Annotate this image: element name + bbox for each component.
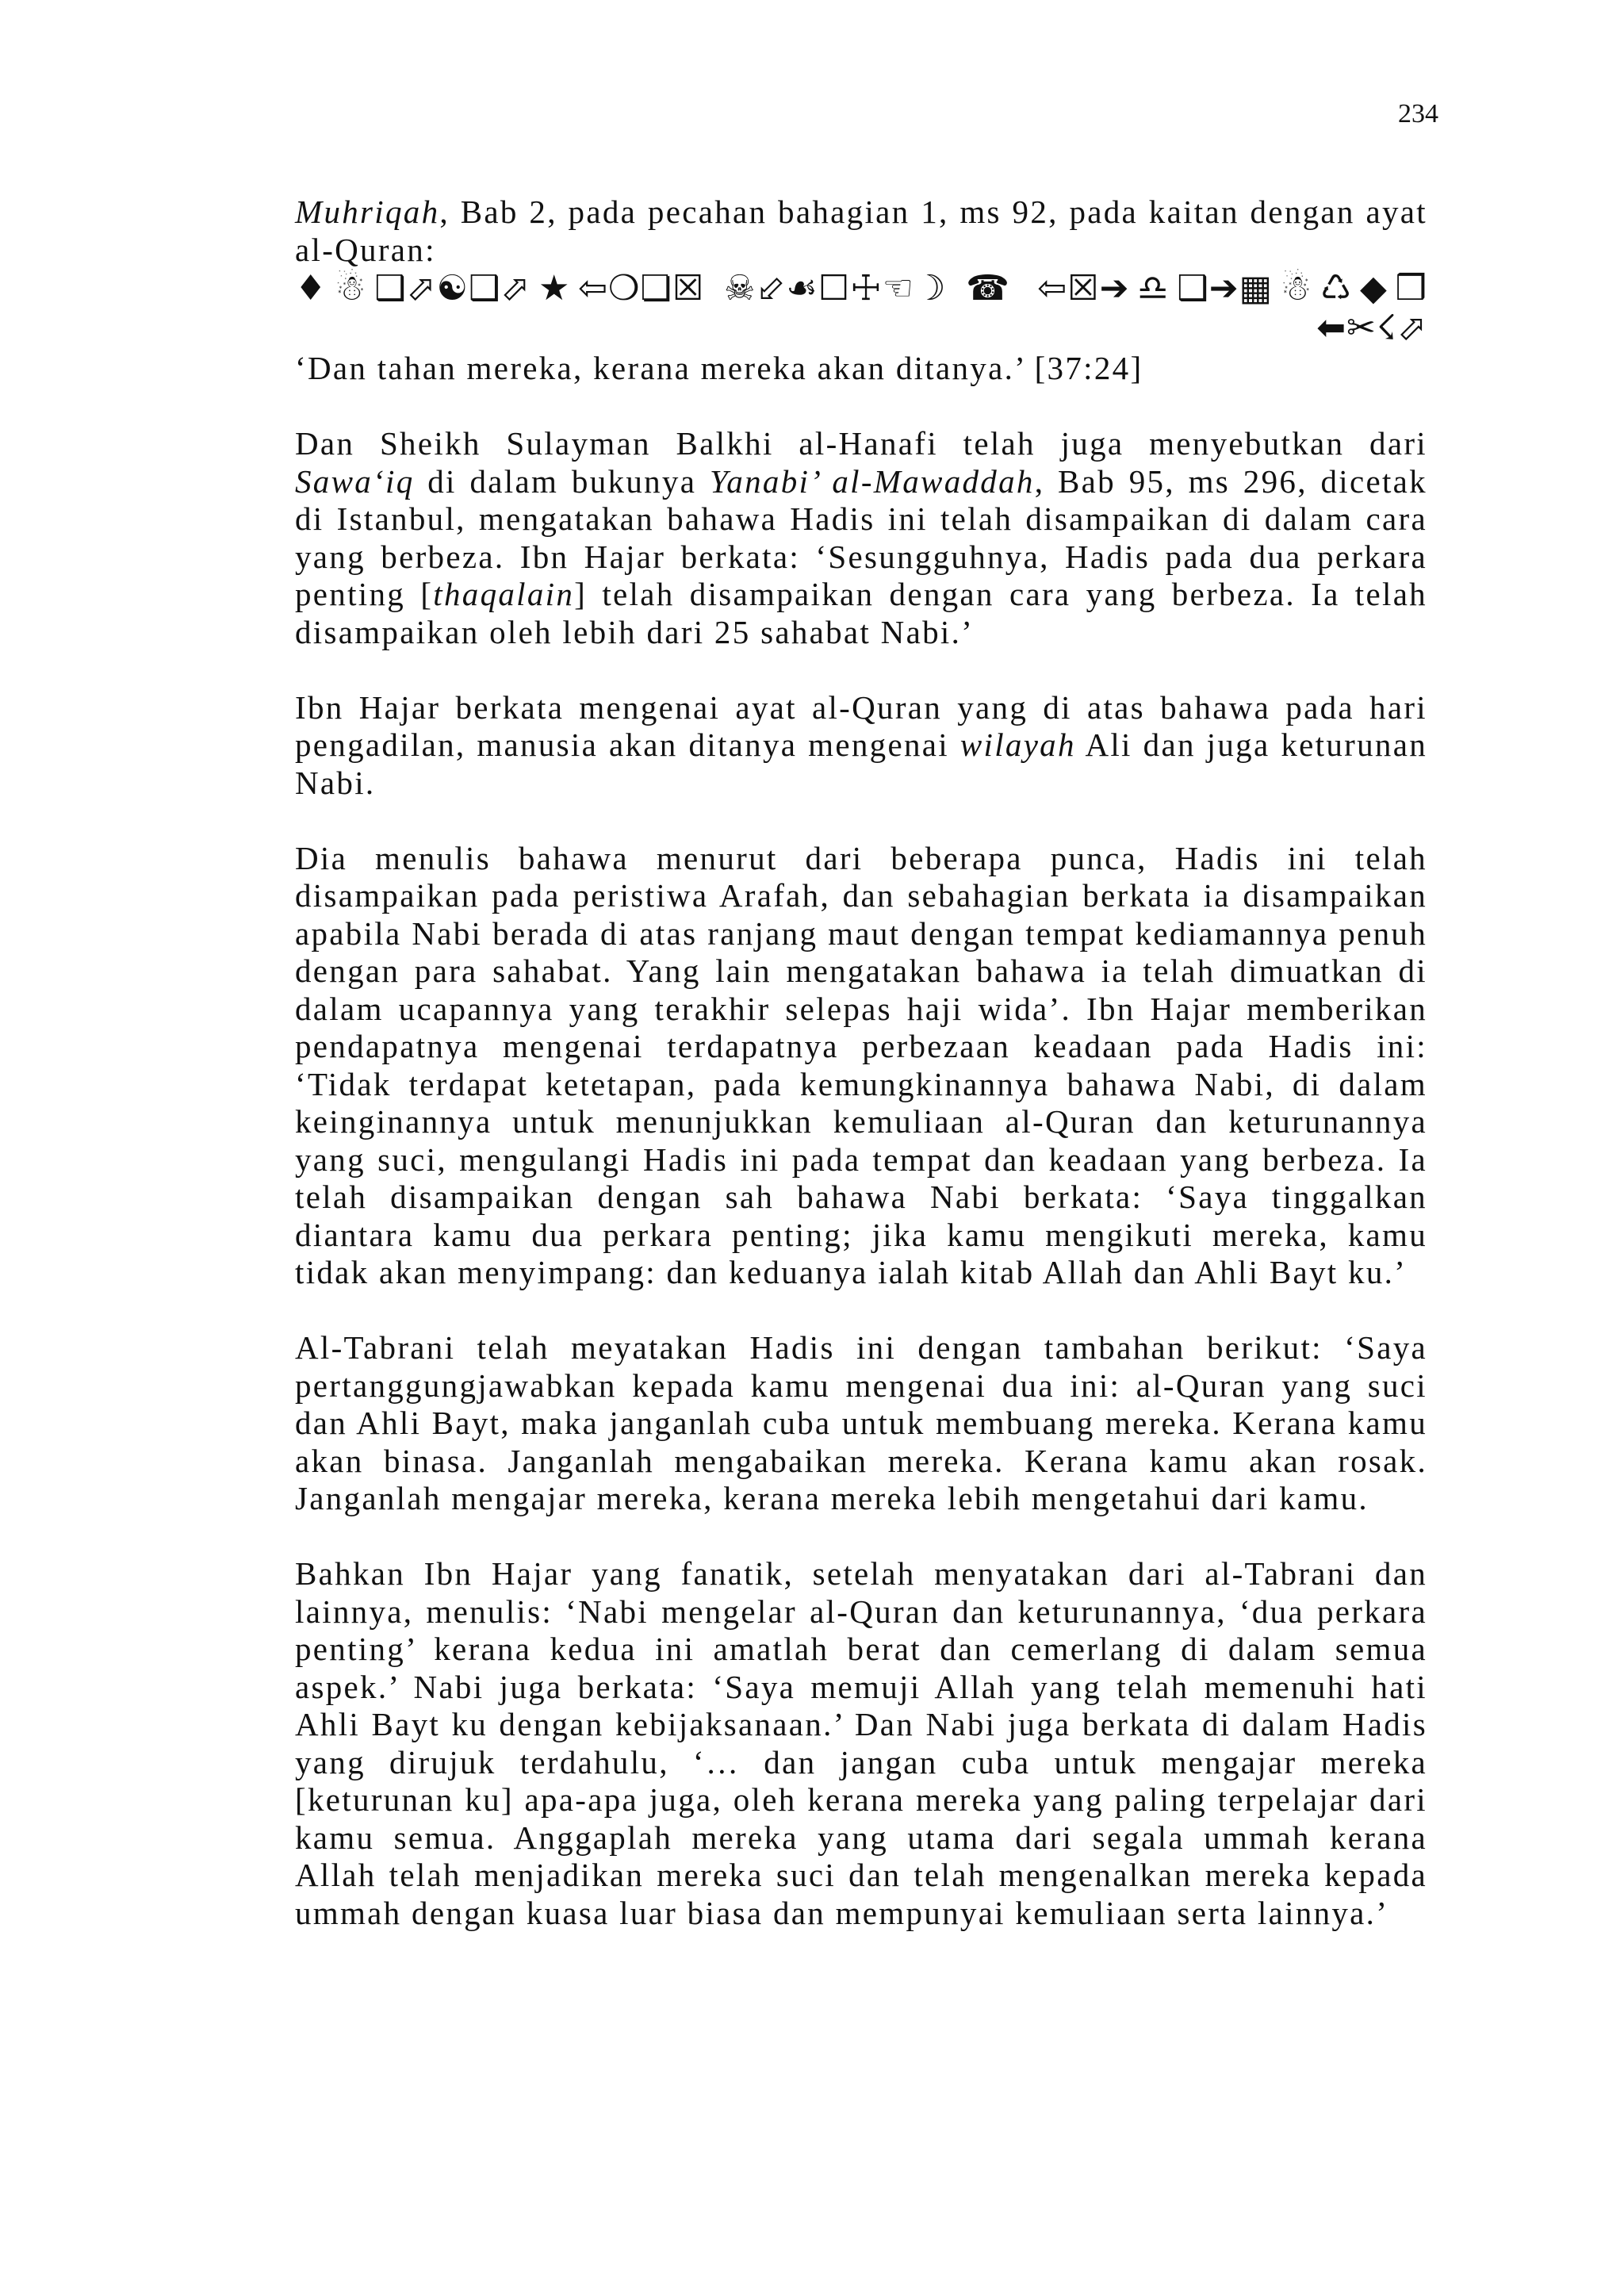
paragraph-text: Ali dan juga keturunan Nabi. <box>295 726 1427 801</box>
paragraph-sulayman-balkhi <box>295 425 1427 651</box>
paragraph-text: , Bab 2, pada pecahan bahagian 1, ms 92, pada kaitan dengan ayat al-Quran: <box>295 194 1427 268</box>
paragraph-al-tabrani: Al-Tabrani telah meyatakan Hadis ini dengan tambahan berikut: ‘Saya pertanggungjawabkan kepada kamu mengenai dua ini: al-Quran yang suci dan Ahli Bayt, maka janganlah cuba untuk membuang mereka. Kerana kamu akan binasa. Janganlah mengabaikan mereka. Kerana kamu akan rosak. Janganlah mengajar mereka, kerana mereka lebih mengetahui dari kamu. <box>295 1329 1427 1516</box>
verse-translation: ‘Dan tahan mereka, kerana mereka akan ditanya.’ [37:24] <box>295 350 1143 386</box>
quran-verse-symbols-line-2: ⬅✂☇⬀ <box>1316 309 1427 348</box>
paragraph-text: , Bab 95, ms 296, dicetak di Istanbul, mengatakan bahawa Hadis ini telah disampaikan di dalam cara yang berbeza. Ibn Hajar berkata: ‘Sesungguhnya, Hadis pada dua perkara penting [ <box>295 462 1427 612</box>
source-title-italic: Muhriqah <box>295 194 440 230</box>
book-title-italic: Sawa‘iq <box>295 462 415 500</box>
paragraph-arafah: Dia menulis bahawa menurut dari beberapa punca, Hadis ini telah disampaikan pada peristiwa Arafah, dan sebahagian berkata ia disampaikan apabila Nabi berada di atas ranjang maut dengan tempat kediamannya penuh dengan para sahabat. Yang lain mengatakan bahawa ia telah dimuatkan di dalam ucapannya yang terakhir selepas haji wida’. Ibn Hajar memberikan pendapatnya mengenai terdapatnya perbezaan keadaan pada Hadis ini: ‘Tidak terdapat ketetapan, pada kemungkinannya bahawa Nabi, di dalam keinginannya untuk menunjukkan kemuliaan al-Quran dan keturunannya yang suci, mengulangi Hadis ini pada tempat dan keadaan yang berbeza. Ia telah disampaikan dengan sah bahawa Nabi berkata: ‘Saya tinggalkan diantara kamu dua perkara penting; jika kamu mengikuti mereka, kamu tidak akan menyimpang: dan keduanya ialah kitab Allah dan Ahli Bayt ku.’ <box>295 839 1427 1290</box>
page-number: 234 <box>1398 99 1438 128</box>
paragraph-ibn-hajar: Bahkan Ibn Hajar yang fanatik, setelah menyatakan dari al-Tabrani dan lainnya, menulis: ‘Nabi mengelar al-Quran dan keturunannya, ‘dua perkara penting’ kerana kedua ini amatlah berat dan cemerlang di dalam semua aspek.’ Nabi juga berkata: ‘Saya memuji Allah yang telah memenuhi hati Ahli Bayt ku dengan kebijaksanaan.’ Dan Nabi juga berkata di dalam Hadis yang dirujuk terdahulu, ‘… dan jangan cuba untuk mengajar mereka [keturunan ku] apa-apa juga, oleh kerana mereka yang paling terpelajar dari kamu semua. Anggaplah mereka yang utama dari segala ummah kerana Allah telah menjadikan mereka suci dan telah mengenalkan mereka kepada ummah dengan kuasa luar biasa dan mempunyai kemuliaan serta lainnya.’ <box>295 1555 1427 1931</box>
term-italic: thaqalain <box>433 576 575 612</box>
paragraph-source-reference <box>295 194 1427 269</box>
book-title-italic: Yanabi’ al-Mawaddah <box>709 462 1035 500</box>
paragraph-text: di dalam bukunya <box>414 462 710 500</box>
paragraph-wilayah <box>295 689 1427 803</box>
paragraph-text: Ibn Hajar berkata mengenai ayat al-Quran yang di atas bahawa pada hari pengadilan, manusia akan ditanya mengenai <box>295 688 1427 763</box>
term-italic: wilayah <box>959 726 1076 763</box>
quran-verse-symbols-line-1: ♦☃❑⬀☯❑⬀★⇦❍❏☒ ☠⬃☙☐☩☜☽ ☎ ⇦☒➔♎❑➔▦☃♺◆❒ <box>295 269 1427 309</box>
paragraph-text: ] telah disampaikan dengan cara yang berbeza. Ia telah disampaikan oleh lebih dari 25 sahabat Nabi.’ <box>295 576 1427 650</box>
page-body <box>295 194 1427 1932</box>
paragraph-text: Dan Sheikh Sulayman Balkhi al-Hanafi telah juga menyebutkan dari <box>295 425 1427 462</box>
